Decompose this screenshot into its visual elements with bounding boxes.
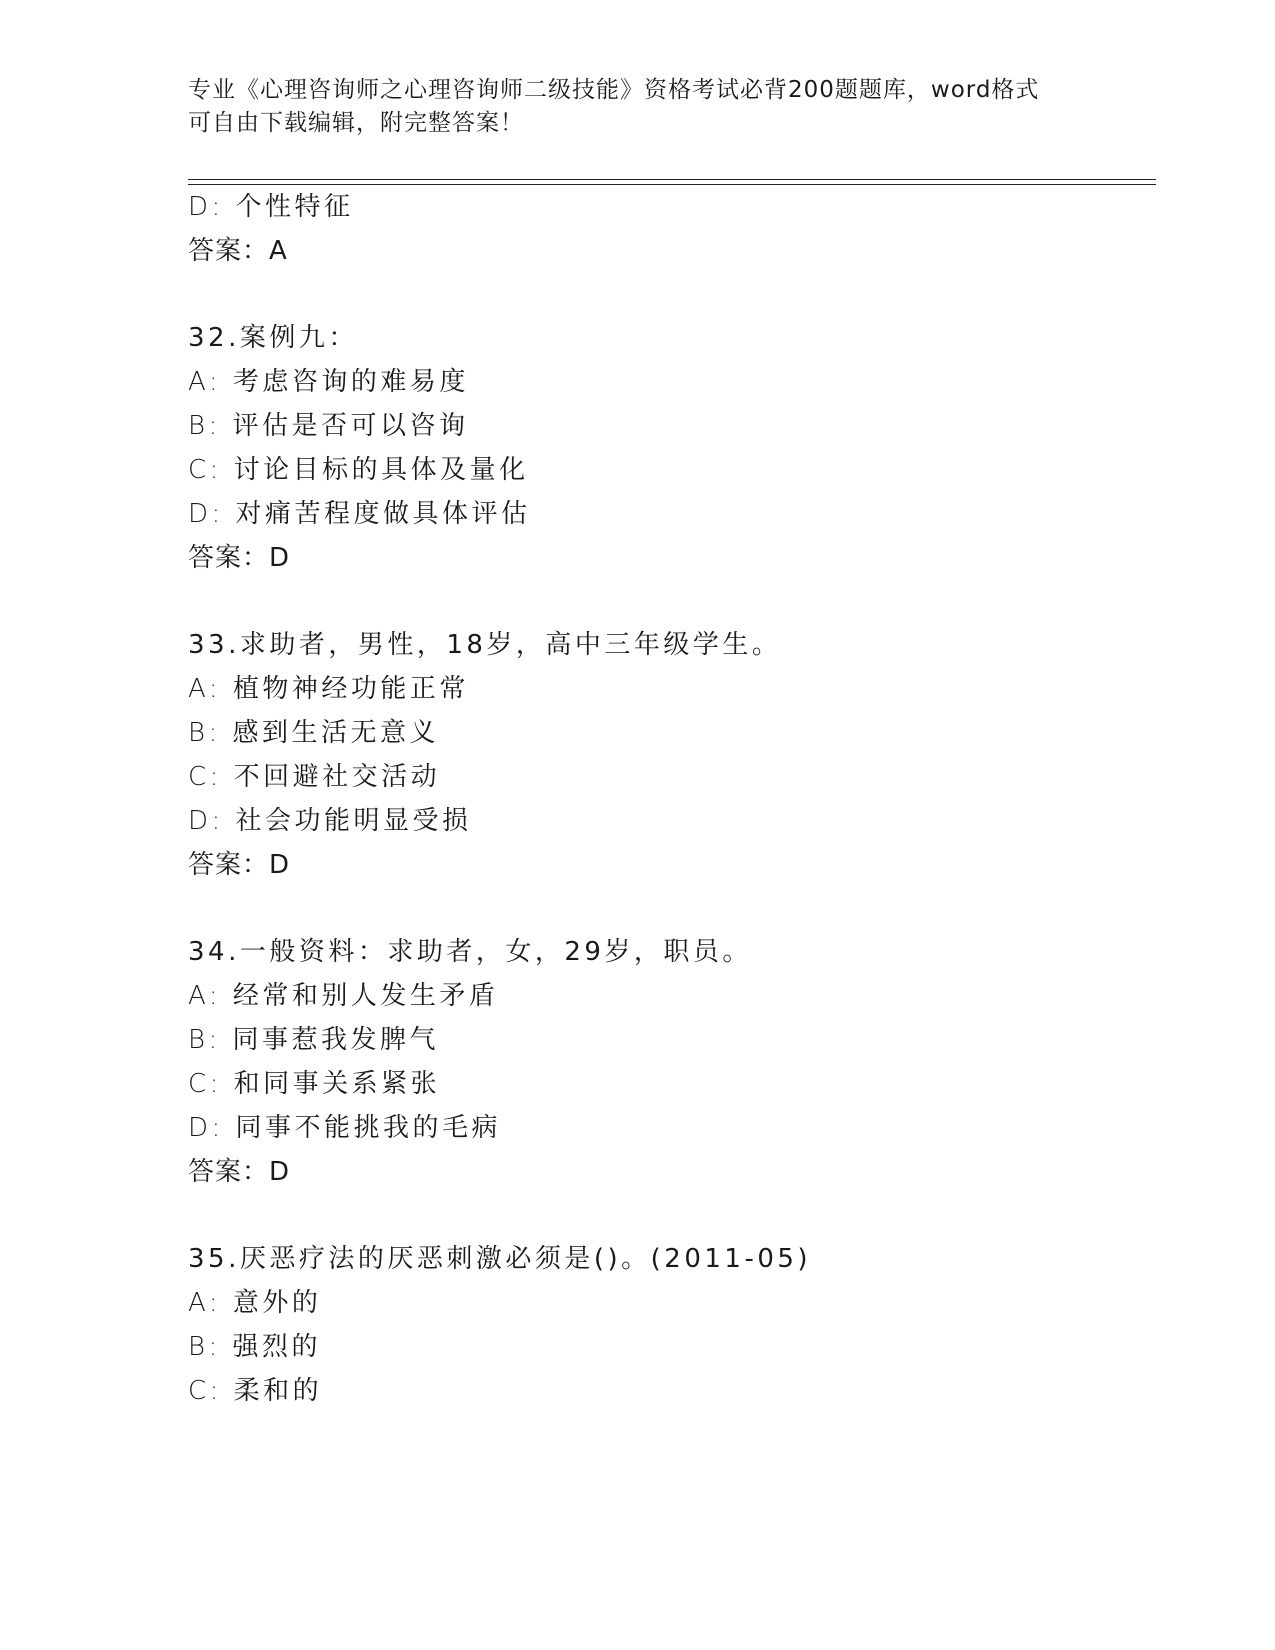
question-33-option-a: A: 植物神经功能正常: [188, 674, 469, 704]
answer-carryover: 答案：A: [188, 236, 288, 266]
question-33-option-d: D: 社会功能明显受损: [188, 806, 472, 836]
question-32-option-d: D: 对痛苦程度做具体评估: [188, 499, 531, 529]
question-35-option-a: A: 意外的: [188, 1288, 322, 1318]
header-divider-top: [188, 179, 1156, 180]
question-34-option-a: A: 经常和别人发生矛盾: [188, 981, 499, 1011]
question-32-answer: 答案：D: [188, 543, 291, 573]
document-header: [188, 74, 1088, 140]
question-32-option-c: C: 讨论目标的具体及量化: [188, 455, 529, 485]
question-32-stem: 32.案例九：: [188, 323, 358, 353]
header-line-2: 可自由下载编辑，附完整答案！: [188, 110, 524, 136]
question-33-option-b: B: 感到生活无意义: [188, 718, 440, 748]
question-35-option-b: B: 强烈的: [188, 1332, 322, 1362]
header-line-1: 专业《心理咨询师之心理咨询师二级技能》资格考试必背200题题库，word格式: [188, 77, 1040, 103]
question-35-stem: 35.厌恶疗法的厌恶刺激必须是()。(2011-05): [188, 1244, 812, 1274]
question-35-option-c: C: 柔和的: [188, 1376, 323, 1406]
question-33-stem: 33.求助者，男性，18岁，高中三年级学生。: [188, 630, 782, 660]
question-32-option-a: A: 考虑咨询的难易度: [188, 367, 469, 397]
option-d-carryover: D: 个性特征: [188, 192, 354, 222]
header-divider-bottom: [188, 184, 1156, 185]
question-33-answer: 答案：D: [188, 850, 291, 880]
question-32-option-b: B: 评估是否可以咨询: [188, 411, 469, 441]
question-34-stem: 34.一般资料：求助者，女，29岁，职员。: [188, 937, 752, 967]
question-34-option-d: D: 同事不能挑我的毛病: [188, 1113, 502, 1143]
question-34-answer: 答案：D: [188, 1157, 291, 1187]
question-33-option-c: C: 不回避社交活动: [188, 762, 441, 792]
question-34-option-c: C: 和同事关系紧张: [188, 1069, 441, 1099]
question-34-option-b: B: 同事惹我发脾气: [188, 1025, 440, 1055]
